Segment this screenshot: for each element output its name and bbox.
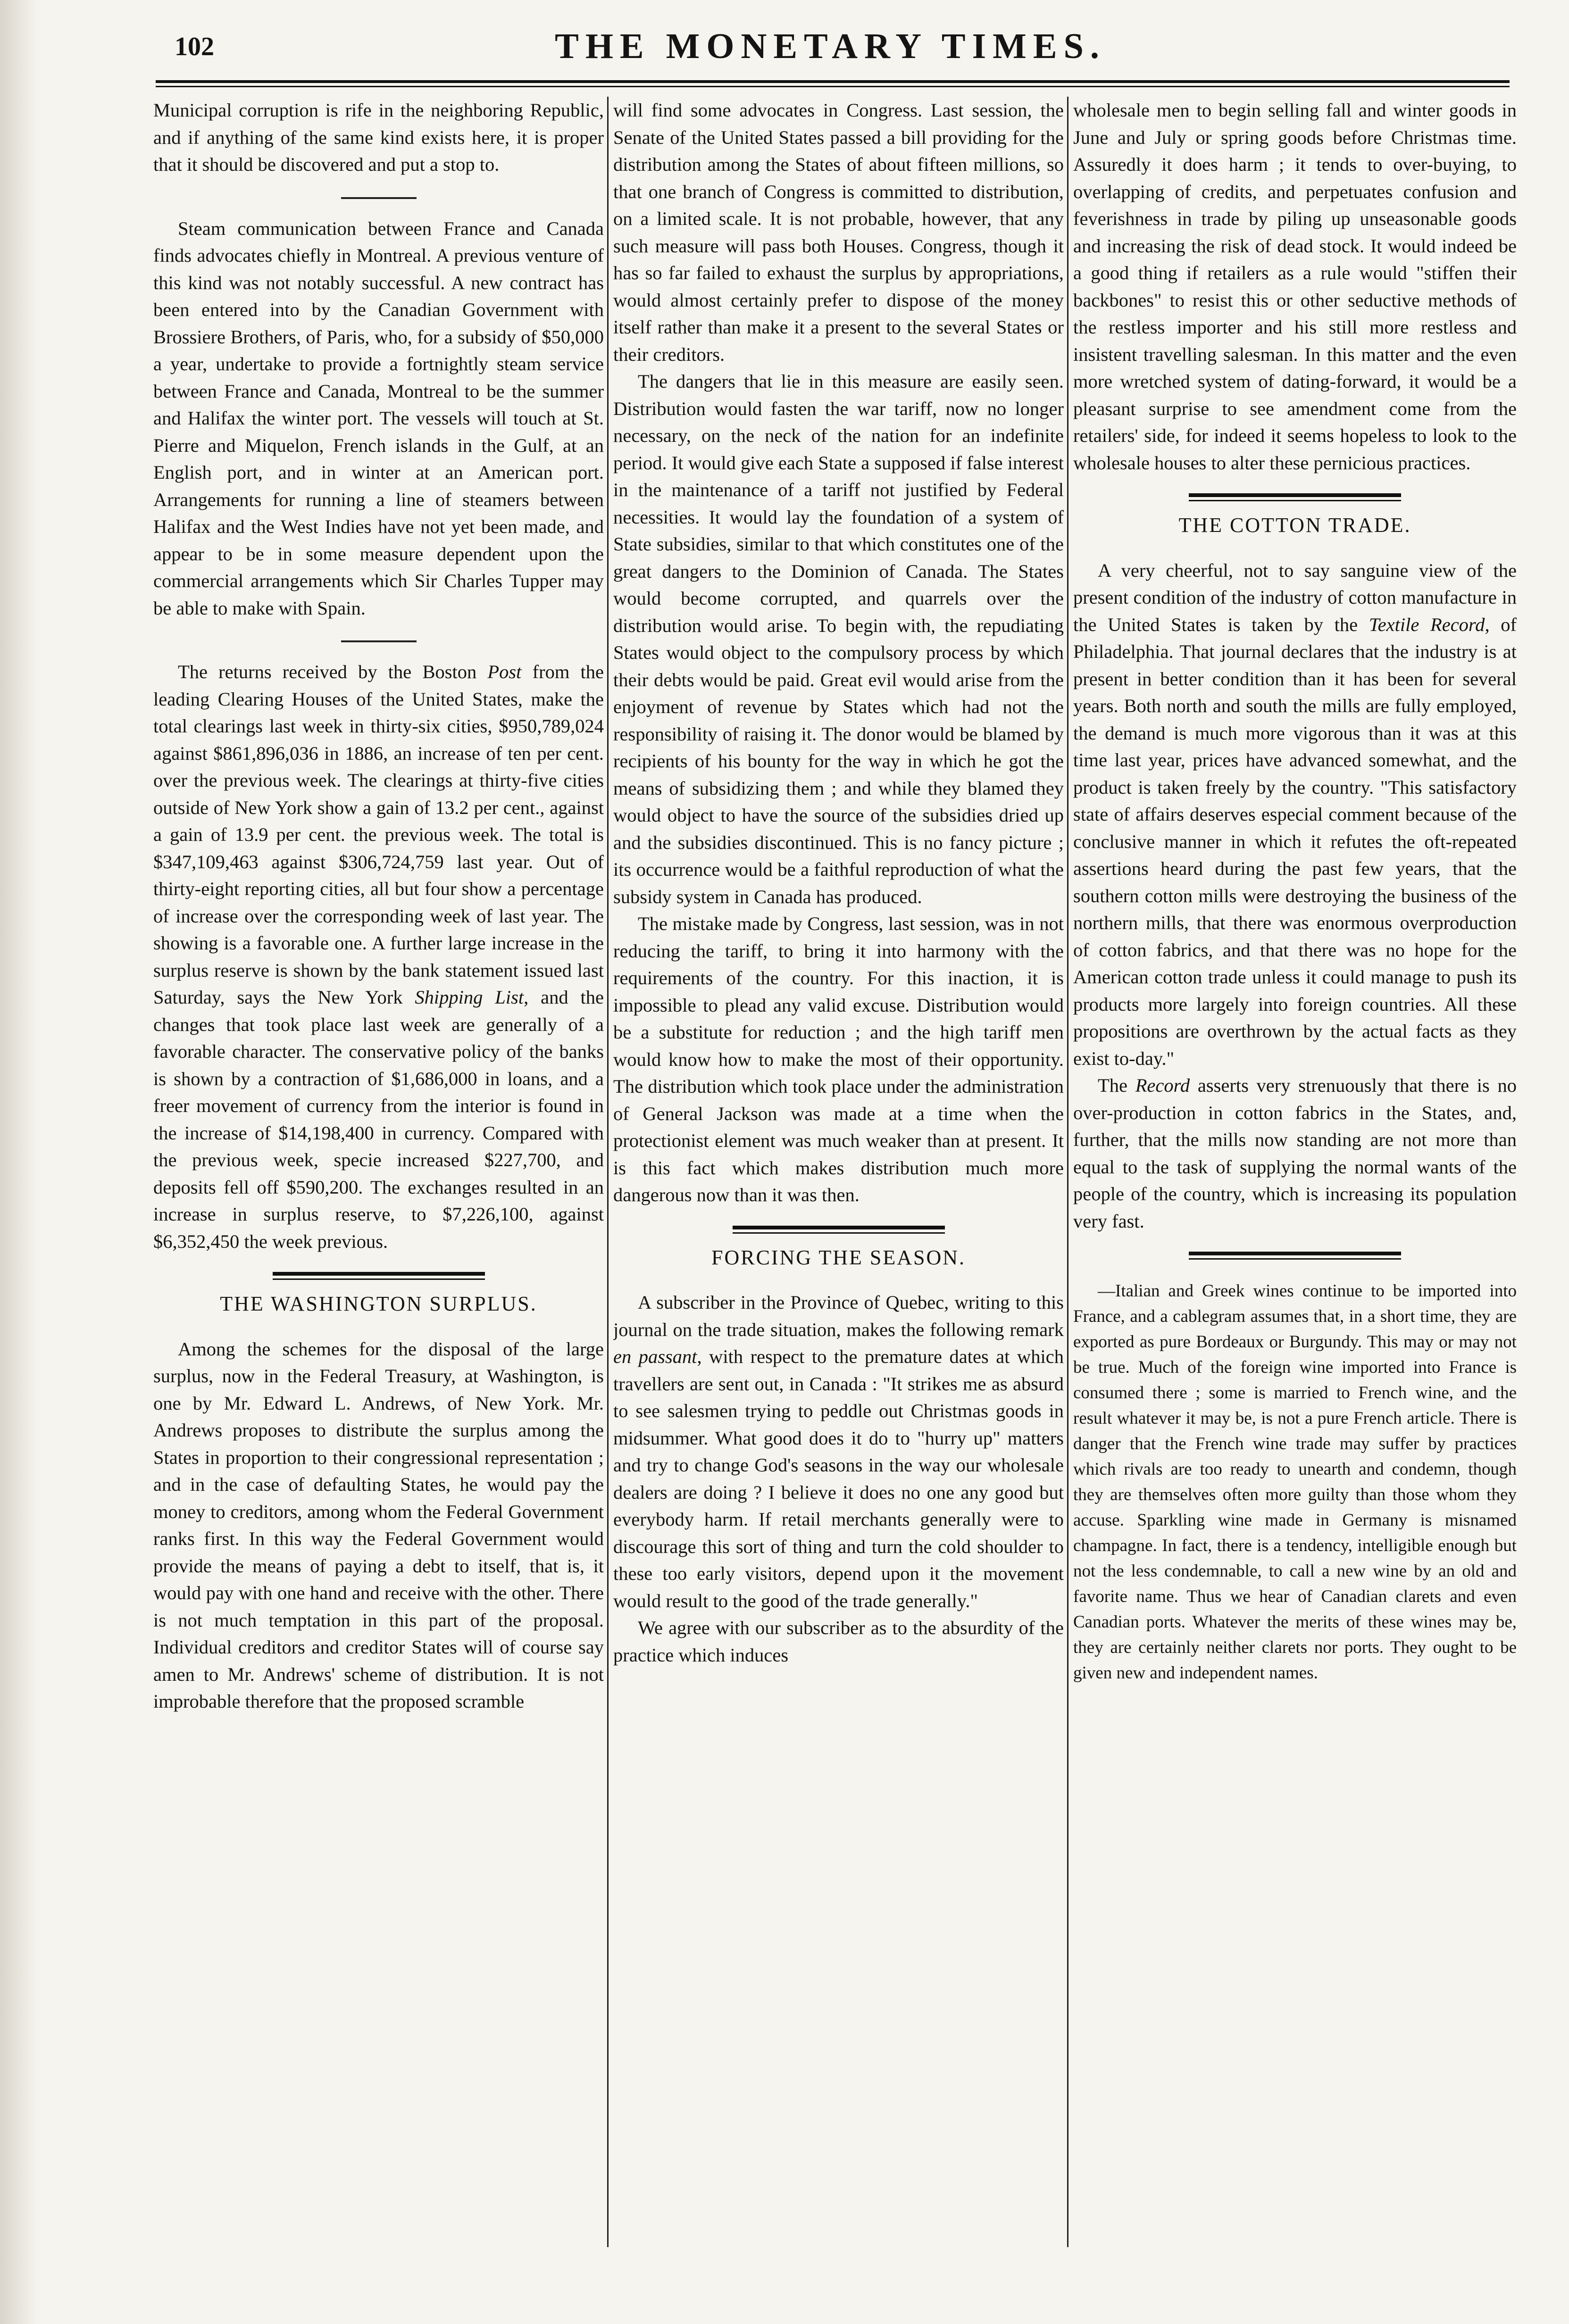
article-paragraph: wholesale men to begin selling fall and winter goods in June and July or spring goods before Christmas time. Assuredly it does harm ; it tends to over-buying, to overlapping of credits, and perpetuates confusion and feverishness in trade by piling up unseasonable goods and increasing the risk of dead stock. It would indeed be a good thing if retailers as a rule would "stiffen their backbones" to resist this or other seductive methods of the restless importer and his still more restless and insistent travelling salesman. In this matter and the even more wretched system of dating-forward, it would be a pleasant surprise to see amendment come from the retailers' side, for indeed it seems hopeless to look to the wholesale houses to alter these pernicious practices. — [1073, 100, 1517, 473]
masthead-title: THE MONETARY TIMES. — [555, 26, 1106, 66]
text-run: , of Philadelphia. That journal declares that the industry is at present in better condition than it has been for several years. Both north and south the mills are fully employed, the demand is much more vigorous than it was at this time last year, prices have advanced somewhat, and the product is taken freely by the country. "This satisfactory state of affairs deserves especial comment because of the conclusive manner in which it refutes the oft-repeated assertions heard during the past few years, that the southern cotton mills were destroying the business of the northern mills, that there was enormous overproduction of cotton fabrics, and that there was no hope for the American cotton trade unless it could manage to push its products more largely into foreign countries. All these propositions are overthrown by the actual facts as they exist to-day." — [1073, 614, 1517, 1069]
article-paragraph: Municipal corruption is rife in the neighboring Republic, and if anything of the same kind exists here, it is proper that it should be discovered and put a stop to. — [153, 100, 604, 175]
section-heading: FORCING THE SEASON. — [711, 1245, 966, 1269]
text-run: from the leading Clearing Houses of the United States, make the total clearings last week in thirty-six cities, $950,789,024 against $861,896,036 in 1886, an increase of ten per cent. over the previous week. The clearings at thirty-five cities outside of New York show a gain of 13.2 per cent., against a gain of 13.9 per cent. the previous week. The total is $347,109,463 against $306,724,759 last year. Out of thirty-eight reporting cities, all but four show a percentage of increase over the corresponding week of last year. The showing is a favorable one. A further large increase in the surplus reserve is shown by the bank statement issued last Saturday, says the New York — [153, 661, 604, 1008]
column-3 — [1073, 97, 1517, 2247]
column-divider — [607, 97, 609, 2247]
column-divider — [1067, 97, 1068, 2247]
column-1 — [153, 97, 604, 2247]
article-paragraph — [613, 1289, 1064, 1614]
section-heading: THE WASHINGTON SURPLUS. — [220, 1292, 537, 1315]
page-header — [156, 26, 1505, 73]
text-run: The returns received by the Boston — [178, 661, 488, 682]
text-run: , with respect to the premature dates at which travellers are sent out, in Canada : "It strikes me as absurd to see salesmen trying to peddle out Christmas goods in midsummer. What good does it do to "hurry up" matters and try to change God's seasons in the way our wholesale dealers are doing ? I believe it does no one any good but everybody harm. If retail merchants generally were to discourage this sort of thing and turn the cold shoulder to these too early visitors, depend upon it the movement would result to the good of the trade generally." — [613, 1346, 1064, 1611]
page-number: 102 — [175, 32, 214, 61]
italic-text: Textile Record — [1369, 614, 1485, 635]
heading-rule — [1189, 1252, 1401, 1260]
header-rule-thin — [156, 86, 1510, 87]
article-paragraph: The dangers that lie in this measure are easily seen. Distribution would fasten the war tariff, now no longer necessary, on the neck of the nation for an indefinite period. It would give each State a supposed if false interest in the maintenance of a tariff not justified by Federal necessities. It would lay the foundation of a system of State subsidies, similar to that which constitutes one of the great dangers to the Dominion of Canada. The States would become corrupted, and quarrels over the distribution would arise. To begin with, the repudiating States would object to the compulsory process by which their debts would be paid. Great evil would arise from the enjoyment of revenue by States which had not the responsibility of raising it. The donor would be blamed by recipients of his bounty for the way in which he got the means of subsidizing them ; and while they blamed they would object to have the source of the subsidies dried up and the subsidies discontinued. This is no fancy picture ; its occurrence would be a faithful reproduction of what the subsidy system in Canada has produced. — [613, 371, 1064, 907]
text-run: The — [1098, 1075, 1135, 1096]
short-separator — [341, 640, 417, 642]
italic-text: en passant — [613, 1346, 697, 1367]
article-paragraph: will find some advocates in Congress. Last session, the Senate of the United States passed a bill providing for the distribution among the States of about fifteen millions, so that one branch of Congress is committed to distribution, on a limited scale. It is not probable, however, that any such measure will pass both Houses. Congress, though it has so far failed to exhaust the surplus by appropriations, would almost certainly prefer to dispose of the money itself rather than make it a present to the several States or their creditors. — [613, 100, 1064, 365]
heading-rule — [1189, 493, 1401, 501]
article-paragraph: We agree with our subscriber as to the absurdity of the practice which induces — [613, 1617, 1064, 1666]
italic-text: Shipping List — [415, 987, 524, 1008]
heading-rule — [273, 1272, 485, 1280]
article-paragraph — [1073, 1072, 1517, 1235]
column-2 — [613, 97, 1064, 2247]
header-rule — [156, 80, 1510, 83]
text-run: A subscriber in the Province of Quebec, writing to this journal on the trade situation, makes the following remark — [613, 1292, 1064, 1340]
text-run: , and the changes that took place last week are generally of a favorable character. The conservative policy of the banks is shown by a contraction of $1,686,000 in loans, and a freer movement of currency from the interior is found in the increase of $14,198,400 in currency. Compared with the previous week, specie increased $227,700, and deposits fell off $590,200. The exchanges resulted in an increase in surplus reserve, to $7,226,100, against $6,352,450 the week previous. — [153, 987, 604, 1252]
article-paragraph: Among the schemes for the disposal of the large surplus, now in the Federal Treasury, at Washington, is one by Mr. Edward L. Andrews, of New York. Mr. Andrews proposes to distribute the surplus among the States in proportion to their congressional representation ; and in the case of defaulting States, he would pay the money to creditors, among whom the Federal Government ranks first. In this way the Federal Government would provide the means of paying a debt to itself, that is, it would pay with one hand and receive with the other. There is not much temptation in this part of the proposal. Individual creditors and creditor States will of course say amen to Mr. Andrews' scheme of distribution. It is not improbable therefore that the proposed scramble — [153, 1338, 604, 1712]
short-separator — [341, 197, 417, 199]
article-paragraph: The mistake made by Congress, last session, was in not reducing the tariff, to bring it into harmony with the requirements of the country. For this inaction, it is impossible to plead any valid excuse. Distribution would be a substitute for reduction ; and the high tariff men would know how to make the most of their opportunity. The distribution which took place under the administration of General Jackson was made at a time when the protectionist element was much weaker than at present. It is this fact which makes distribution much more dangerous now than it was then. — [613, 913, 1064, 1205]
article-paragraph: —Italian and Greek wines continue to be imported into France, and a cablegram assumes that, in a short time, they are exported as pure Bordeaux or Burgundy. This may or may not be true. Much of the foreign wine imported into France is consumed there ; some is married to French wine, and the result whatever it may be, is not a pure French article. There is danger that the French wine trade may suffer by practices which rivals are too ready to unearth and condemn, though they are themselves often more guilty than those whom they accuse. Sparkling wine made in Germany is misnamed champagne. In fact, there is a tendency, intelligible enough but not the less condemnable, to call a new wine by an old and favorite name. Thus we hear of Canadian clarets and even Canadian ports. Whatever the merits of these wines may be, they are certainly neither clarets nor ports. They ought to be given new and independent names. — [1073, 1281, 1517, 1683]
section-heading: THE COTTON TRADE. — [1178, 514, 1411, 537]
heading-rule — [733, 1226, 945, 1234]
italic-text: Record — [1135, 1075, 1190, 1096]
page-edge-shadow — [0, 0, 38, 2324]
article-paragraph — [153, 658, 604, 1255]
italic-text: Post — [487, 661, 522, 682]
article-paragraph: Steam communication between France and Canada finds advocates chiefly in Montreal. A previous venture of this kind was not notably successful. A new contract has been entered into by the Canadian Government with Brossiere Brothers, of Paris, who, for a subsidy of $50,000 a year, undertake to provide a fortnightly steam service between France and Canada, Montreal to be the summer and Halifax the winter port. The vessels will touch at St. Pierre and Miquelon, French islands in the Gulf, at an English port, and in winter at an American port. Arrangements for running a line of steamers between Halifax and the West Indies have not yet been made, and appear to be in some measure dependent upon the commercial arrangements which Sir Charles Tupper may be able to make with Spain. — [153, 217, 604, 619]
text-run: A very cheerful, not to say sanguine view of the present condition of the industry of cotton manufacture in the United States is taken by the — [1073, 559, 1517, 635]
article-paragraph — [1073, 557, 1517, 1072]
text-run: asserts very strenuously that there is no over-production in cotton fabrics in the States, and, further, that the mills now standing are not more than equal to the task of supplying the normal wants of the people of the country, which is increasing its population very fast. — [1073, 1075, 1517, 1232]
